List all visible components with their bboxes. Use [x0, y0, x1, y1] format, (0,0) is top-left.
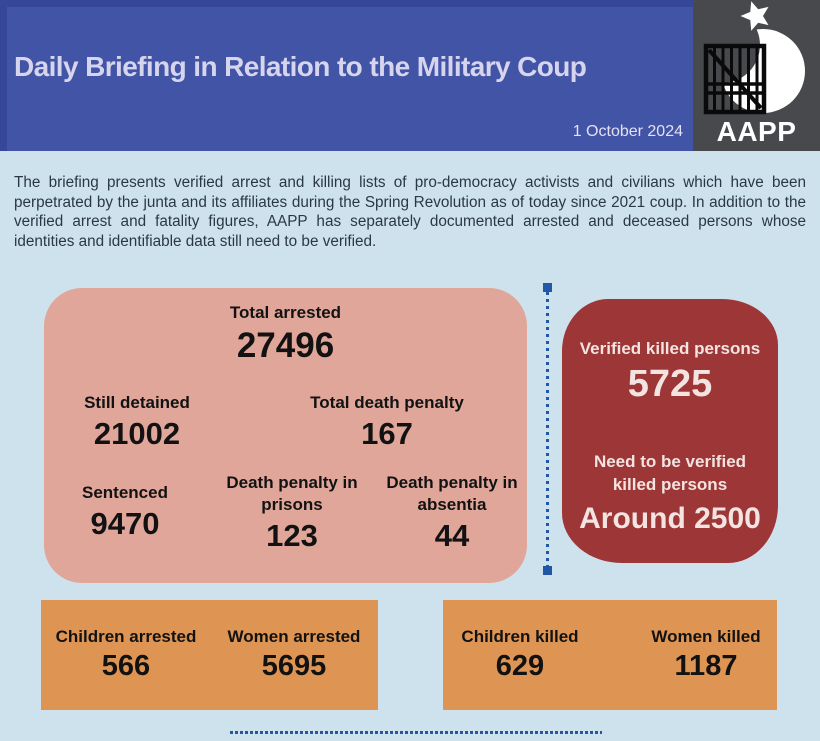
- stat-value: 5695: [261, 650, 327, 683]
- stat-total-arrested: [44, 302, 527, 366]
- killed-demographics-panel: [443, 600, 777, 710]
- stat-label: Children killed: [461, 627, 579, 646]
- header: [0, 0, 820, 151]
- stat-label: Sentenced: [82, 483, 168, 502]
- stat-label: Need to be verified killed persons: [593, 451, 747, 495]
- killed-stats-panel: [562, 299, 778, 563]
- stat-label: Women killed: [651, 627, 761, 646]
- stat-label: Still detained: [84, 393, 190, 412]
- page-title: Daily Briefing in Relation to the Military Coup: [14, 51, 587, 82]
- stat-label: Total arrested: [229, 303, 342, 322]
- arrest-stats-panel: [44, 288, 527, 583]
- date-label: 1 October 2024: [572, 123, 683, 140]
- stat-value: 9470: [90, 506, 160, 542]
- stat-total-death-penalty: [267, 392, 507, 452]
- stat-value: 123: [266, 518, 318, 554]
- stat-value: 27496: [236, 326, 335, 366]
- stat-value: 167: [361, 416, 413, 452]
- stat-women-killed: [629, 626, 783, 683]
- stat-women-arrested: [209, 626, 379, 683]
- stat-label: Verified killed persons: [579, 339, 761, 358]
- stat-children-arrested: [41, 626, 211, 683]
- stat-value: 44: [434, 518, 470, 554]
- stat-label: Death penalty in prisons: [226, 473, 358, 515]
- stat-value: 629: [495, 650, 545, 683]
- stat-value: 1187: [674, 650, 738, 683]
- stat-sentenced: [45, 482, 205, 542]
- stat-label: Total death penalty: [310, 393, 464, 412]
- stat-label: Women arrested: [227, 627, 361, 646]
- aapp-logo: [693, 0, 820, 151]
- dotted-vertical-divider: [546, 285, 549, 573]
- stat-death-penalty-absentia: [377, 472, 527, 554]
- stat-children-killed: [443, 626, 597, 683]
- logo-text: AAPP: [716, 116, 797, 147]
- intro-paragraph: The briefing presents verified arrest and killing lists of pro-democracy activists and civilians which have been perpetrated by the junta and its affiliates during the Spring Revolution as of today since 2021 coup. In addition to the verified arrest and fatality figures, AAPP has separately documented arrested and deceased persons whose identities and identifiable data still need to be verified.: [14, 174, 806, 251]
- stat-still-detained: [57, 392, 217, 452]
- stat-label: Death penalty in absentia: [386, 473, 518, 515]
- stat-value: 21002: [93, 416, 181, 452]
- header-band: [7, 7, 693, 151]
- bottom-dotted-line: [230, 731, 602, 734]
- stat-death-penalty-prisons: [222, 472, 362, 554]
- stat-value: 566: [101, 650, 151, 683]
- stat-label: Children arrested: [55, 627, 197, 646]
- stat-value: 5725: [627, 362, 713, 405]
- arrested-demographics-panel: [41, 600, 378, 710]
- stat-value: Around 2500: [579, 502, 761, 536]
